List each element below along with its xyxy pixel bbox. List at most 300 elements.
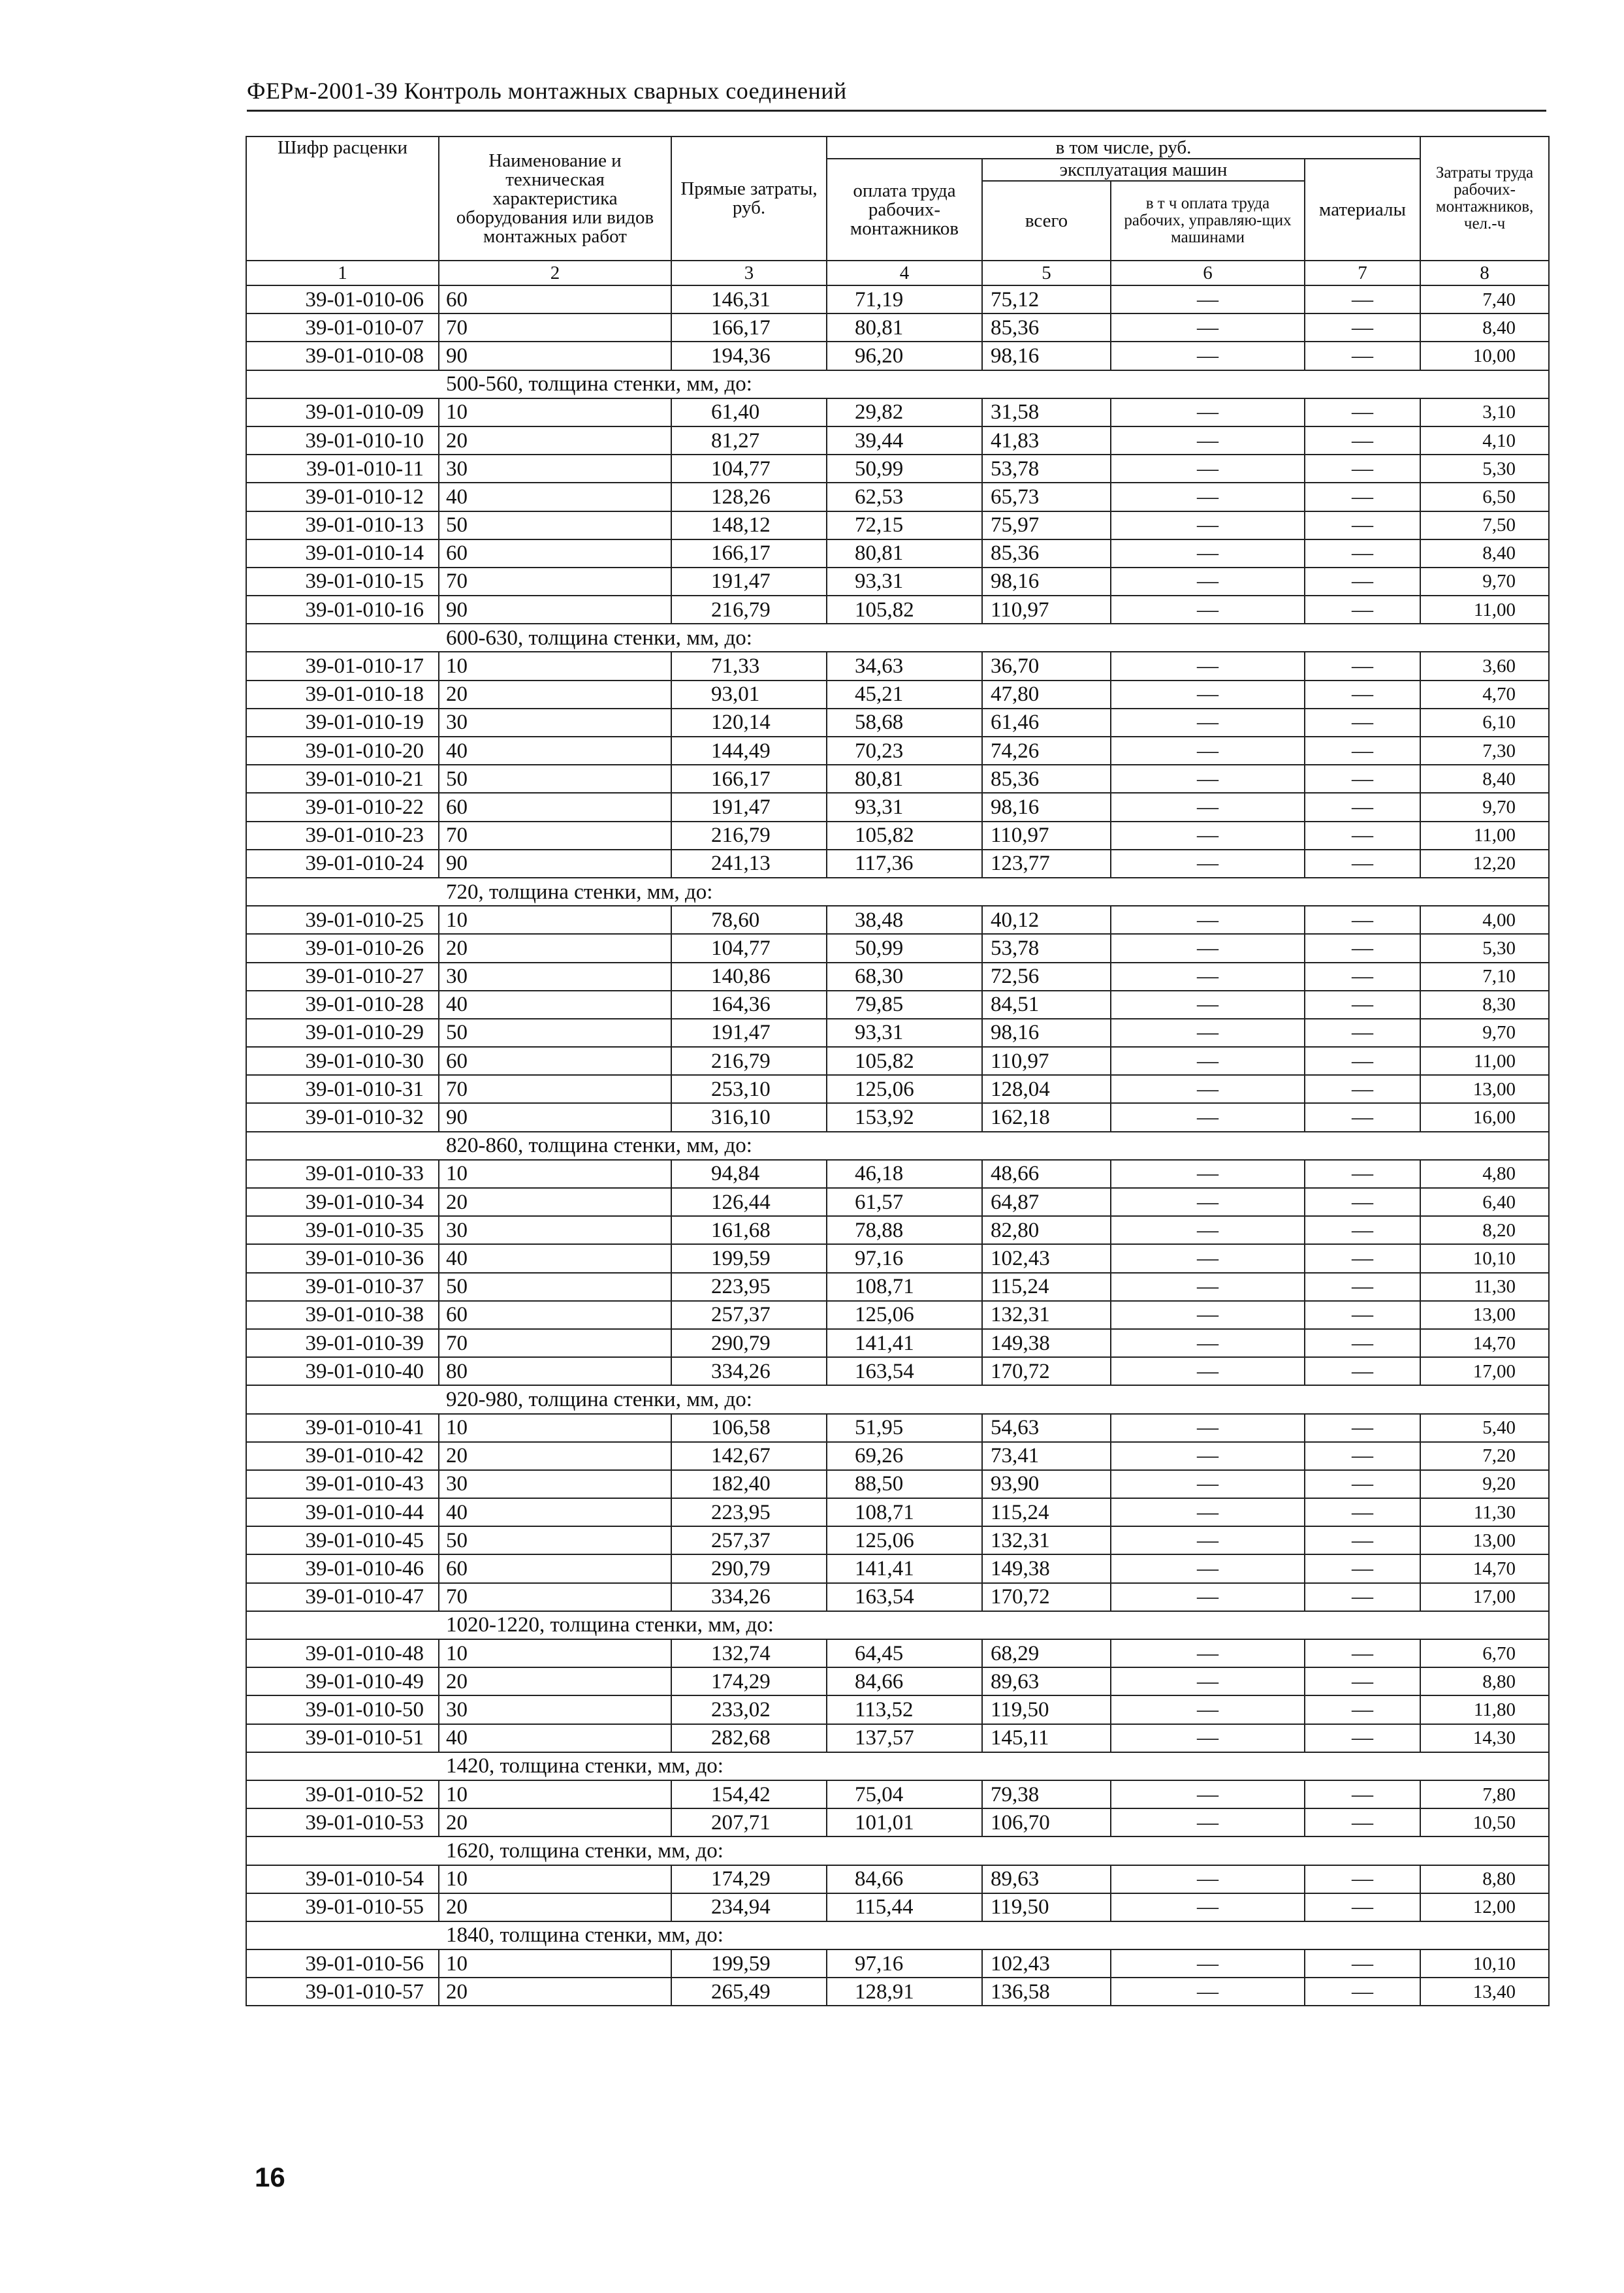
materials-value: —: [1305, 906, 1420, 934]
machines-total-value: 72,56: [982, 963, 1111, 991]
machines-total-value: 98,16: [982, 793, 1111, 821]
header-including: в том числе, руб.: [827, 136, 1420, 159]
wall-thickness: 70: [439, 1329, 671, 1357]
machines-total-value: 115,24: [982, 1273, 1111, 1301]
machines-wages-value: —: [1111, 1160, 1305, 1188]
machines-wages-value: —: [1111, 1583, 1305, 1611]
direct-costs: 161,68: [671, 1216, 827, 1244]
direct-costs: 126,44: [671, 1188, 827, 1216]
wall-thickness: 70: [439, 1583, 671, 1611]
table-row: [246, 1414, 1549, 1442]
wall-thickness: 40: [439, 483, 671, 511]
materials-value: —: [1305, 1357, 1420, 1385]
rate-code: 39-01-010-06: [246, 285, 439, 313]
wages-value: 105,82: [827, 1047, 982, 1075]
machines-wages-value: —: [1111, 652, 1305, 680]
wall-thickness: 20: [439, 1667, 671, 1695]
machines-total-value: 162,18: [982, 1103, 1111, 1131]
column-number: 2: [439, 261, 671, 285]
machines-total-value: 75,12: [982, 285, 1111, 313]
machines-total-value: 132,31: [982, 1526, 1111, 1554]
labor-value: 17,00: [1420, 1357, 1549, 1385]
section-title: 920-980, толщина стенки, мм, до:: [246, 1385, 1549, 1413]
direct-costs: 257,37: [671, 1526, 827, 1554]
header-code: Шифр расценки: [246, 136, 439, 261]
rate-code: 39-01-010-45: [246, 1526, 439, 1554]
wall-thickness: 20: [439, 426, 671, 455]
table-row: [246, 1554, 1549, 1582]
wall-thickness: 90: [439, 850, 671, 878]
direct-costs: 164,36: [671, 991, 827, 1019]
labor-value: 14,70: [1420, 1329, 1549, 1357]
machines-wages-value: —: [1111, 1329, 1305, 1357]
page-header-title: ФЕРм-2001-39 Контроль монтажных сварных соединений: [247, 77, 1546, 112]
table-row: [246, 850, 1549, 878]
wages-value: 108,71: [827, 1273, 982, 1301]
section-row: [246, 878, 1549, 906]
labor-value: 8,20: [1420, 1216, 1549, 1244]
section-row: [246, 1921, 1549, 1949]
machines-wages-value: —: [1111, 1273, 1305, 1301]
machines-wages-value: —: [1111, 1724, 1305, 1752]
wall-thickness: 30: [439, 1470, 671, 1498]
rate-code: 39-01-010-53: [246, 1808, 439, 1836]
direct-costs: 290,79: [671, 1329, 827, 1357]
machines-total-value: 79,38: [982, 1780, 1111, 1808]
header-materials: материалы: [1305, 159, 1420, 261]
wages-value: 93,31: [827, 1019, 982, 1047]
section-title: 820-860, толщина стенки, мм, до:: [246, 1132, 1549, 1160]
section-row: [246, 1385, 1549, 1413]
labor-value: 13,00: [1420, 1526, 1549, 1554]
labor-value: 13,40: [1420, 1978, 1549, 2006]
wages-value: 117,36: [827, 850, 982, 878]
machines-wages-value: —: [1111, 596, 1305, 624]
column-number: 5: [982, 261, 1111, 285]
labor-value: 5,30: [1420, 455, 1549, 483]
machines-total-value: 89,63: [982, 1667, 1111, 1695]
direct-costs: 148,12: [671, 511, 827, 539]
wages-value: 69,26: [827, 1442, 982, 1470]
labor-value: 5,40: [1420, 1414, 1549, 1442]
machines-total-value: 47,80: [982, 681, 1111, 709]
labor-value: 7,20: [1420, 1442, 1549, 1470]
machines-total-value: 136,58: [982, 1978, 1111, 2006]
wages-value: 80,81: [827, 313, 982, 342]
rates-table-container: [246, 136, 1548, 2006]
direct-costs: 265,49: [671, 1978, 827, 2006]
table-row: [246, 737, 1549, 765]
direct-costs: 78,60: [671, 906, 827, 934]
materials-value: —: [1305, 1498, 1420, 1526]
wall-thickness: 30: [439, 963, 671, 991]
machines-total-value: 53,78: [982, 455, 1111, 483]
table-row: [246, 1329, 1549, 1357]
wages-value: 50,99: [827, 455, 982, 483]
table-row: [246, 1583, 1549, 1611]
labor-value: 10,00: [1420, 342, 1549, 370]
materials-value: —: [1305, 1893, 1420, 1921]
materials-value: —: [1305, 313, 1420, 342]
wall-thickness: 20: [439, 1442, 671, 1470]
table-row: [246, 1075, 1549, 1103]
materials-value: —: [1305, 1160, 1420, 1188]
machines-wages-value: —: [1111, 765, 1305, 793]
machines-wages-value: —: [1111, 737, 1305, 765]
wages-value: 39,44: [827, 426, 982, 455]
table-row: [246, 681, 1549, 709]
direct-costs: 146,31: [671, 285, 827, 313]
materials-value: —: [1305, 1526, 1420, 1554]
wages-value: 153,92: [827, 1103, 982, 1131]
direct-costs: 132,74: [671, 1639, 827, 1667]
rate-code: 39-01-010-38: [246, 1301, 439, 1329]
wall-thickness: 90: [439, 342, 671, 370]
labor-value: 17,00: [1420, 1583, 1549, 1611]
rate-code: 39-01-010-20: [246, 737, 439, 765]
wall-thickness: 90: [439, 1103, 671, 1131]
wages-value: 68,30: [827, 963, 982, 991]
labor-value: 4,10: [1420, 426, 1549, 455]
machines-wages-value: —: [1111, 1357, 1305, 1385]
direct-costs: 207,71: [671, 1808, 827, 1836]
table-row: [246, 793, 1549, 821]
wages-value: 78,88: [827, 1216, 982, 1244]
wall-thickness: 70: [439, 822, 671, 850]
table-row: [246, 483, 1549, 511]
machines-total-value: 110,97: [982, 596, 1111, 624]
machines-total-value: 102,43: [982, 1244, 1111, 1272]
rates-table: [246, 136, 1550, 2006]
section-row: [246, 1132, 1549, 1160]
wall-thickness: 10: [439, 906, 671, 934]
table-header: [246, 136, 1549, 261]
wages-value: 29,82: [827, 398, 982, 426]
table-row: [246, 963, 1549, 991]
rate-code: 39-01-010-34: [246, 1188, 439, 1216]
table-row: [246, 511, 1549, 539]
rate-code: 39-01-010-46: [246, 1554, 439, 1582]
table-row: [246, 1978, 1549, 2006]
section-title: 1020-1220, толщина стенки, мм, до:: [246, 1611, 1549, 1639]
materials-value: —: [1305, 1442, 1420, 1470]
machines-wages-value: —: [1111, 1667, 1305, 1695]
labor-value: 13,00: [1420, 1075, 1549, 1103]
wall-thickness: 10: [439, 1639, 671, 1667]
machines-wages-value: —: [1111, 483, 1305, 511]
materials-value: —: [1305, 1949, 1420, 1978]
wall-thickness: 60: [439, 285, 671, 313]
header-direct-costs: Прямые затраты, руб.: [671, 136, 827, 261]
table-row: [246, 285, 1549, 313]
labor-value: 7,10: [1420, 963, 1549, 991]
rate-code: 39-01-010-24: [246, 850, 439, 878]
labor-value: 3,10: [1420, 398, 1549, 426]
header-machines-wages: в т ч оплата труда рабочих, управляю-щих машинами: [1111, 181, 1305, 261]
wall-thickness: 20: [439, 934, 671, 962]
direct-costs: 334,26: [671, 1357, 827, 1385]
direct-costs: 253,10: [671, 1075, 827, 1103]
wages-value: 38,48: [827, 906, 982, 934]
wall-thickness: 20: [439, 681, 671, 709]
wall-thickness: 20: [439, 1808, 671, 1836]
table-row: [246, 1808, 1549, 1836]
machines-total-value: 75,97: [982, 511, 1111, 539]
labor-value: 7,40: [1420, 285, 1549, 313]
machines-total-value: 48,66: [982, 1160, 1111, 1188]
table-row: [246, 455, 1549, 483]
wages-value: 62,53: [827, 483, 982, 511]
machines-total-value: 64,87: [982, 1188, 1111, 1216]
table-row: [246, 1780, 1549, 1808]
machines-wages-value: —: [1111, 991, 1305, 1019]
machines-wages-value: —: [1111, 313, 1305, 342]
wall-thickness: 70: [439, 568, 671, 596]
labor-value: 4,70: [1420, 681, 1549, 709]
wages-value: 80,81: [827, 765, 982, 793]
rate-code: 39-01-010-18: [246, 681, 439, 709]
wall-thickness: 30: [439, 1695, 671, 1724]
machines-total-value: 93,90: [982, 1470, 1111, 1498]
rate-code: 39-01-010-41: [246, 1414, 439, 1442]
labor-value: 10,50: [1420, 1808, 1549, 1836]
wall-thickness: 50: [439, 1273, 671, 1301]
machines-total-value: 102,43: [982, 1949, 1111, 1978]
machines-total-value: 132,31: [982, 1301, 1111, 1329]
section-row: [246, 1611, 1549, 1639]
direct-costs: 282,68: [671, 1724, 827, 1752]
rate-code: 39-01-010-16: [246, 596, 439, 624]
table-row: [246, 652, 1549, 680]
wages-value: 93,31: [827, 793, 982, 821]
labor-value: 10,10: [1420, 1244, 1549, 1272]
wall-thickness: 40: [439, 1724, 671, 1752]
machines-total-value: 110,97: [982, 1047, 1111, 1075]
column-number: 4: [827, 261, 982, 285]
table-row: [246, 1188, 1549, 1216]
wall-thickness: 60: [439, 793, 671, 821]
wages-value: 45,21: [827, 681, 982, 709]
rate-code: 39-01-010-21: [246, 765, 439, 793]
wall-thickness: 20: [439, 1978, 671, 2006]
labor-value: 8,80: [1420, 1667, 1549, 1695]
machines-wages-value: —: [1111, 1470, 1305, 1498]
wages-value: 115,44: [827, 1893, 982, 1921]
machines-wages-value: —: [1111, 1949, 1305, 1978]
machines-wages-value: —: [1111, 398, 1305, 426]
wall-thickness: 30: [439, 709, 671, 737]
table-row: [246, 1498, 1549, 1526]
machines-total-value: 149,38: [982, 1554, 1111, 1582]
machines-wages-value: —: [1111, 1244, 1305, 1272]
rate-code: 39-01-010-56: [246, 1949, 439, 1978]
machines-total-value: 74,26: [982, 737, 1111, 765]
table-row: [246, 568, 1549, 596]
direct-costs: 290,79: [671, 1554, 827, 1582]
rate-code: 39-01-010-57: [246, 1978, 439, 2006]
rate-code: 39-01-010-54: [246, 1865, 439, 1893]
wages-value: 64,45: [827, 1639, 982, 1667]
direct-costs: 174,29: [671, 1865, 827, 1893]
labor-value: 7,80: [1420, 1780, 1549, 1808]
table-row: [246, 1639, 1549, 1667]
wages-value: 101,01: [827, 1808, 982, 1836]
section-row: [246, 1836, 1549, 1865]
direct-costs: 71,33: [671, 652, 827, 680]
wages-value: 128,91: [827, 1978, 982, 2006]
wages-value: 71,19: [827, 285, 982, 313]
rate-code: 39-01-010-12: [246, 483, 439, 511]
materials-value: —: [1305, 1554, 1420, 1582]
labor-value: 12,00: [1420, 1893, 1549, 1921]
machines-wages-value: —: [1111, 1780, 1305, 1808]
materials-value: —: [1305, 1047, 1420, 1075]
materials-value: —: [1305, 850, 1420, 878]
rate-code: 39-01-010-36: [246, 1244, 439, 1272]
machines-wages-value: —: [1111, 906, 1305, 934]
machines-wages-value: —: [1111, 1808, 1305, 1836]
wall-thickness: 30: [439, 455, 671, 483]
rate-code: 39-01-010-26: [246, 934, 439, 962]
wall-thickness: 40: [439, 1244, 671, 1272]
direct-costs: 166,17: [671, 765, 827, 793]
table-row: [246, 1160, 1549, 1188]
machines-wages-value: —: [1111, 822, 1305, 850]
wages-value: 105,82: [827, 822, 982, 850]
table-row: [246, 906, 1549, 934]
direct-costs: 191,47: [671, 568, 827, 596]
column-number: 7: [1305, 261, 1420, 285]
direct-costs: 216,79: [671, 596, 827, 624]
rate-code: 39-01-010-11: [246, 455, 439, 483]
column-number: 3: [671, 261, 827, 285]
direct-costs: 106,58: [671, 1414, 827, 1442]
labor-value: 16,00: [1420, 1103, 1549, 1131]
table-row: [246, 1893, 1549, 1921]
direct-costs: 166,17: [671, 539, 827, 568]
column-number: 6: [1111, 261, 1305, 285]
wall-thickness: 10: [439, 1780, 671, 1808]
table-row: [246, 1273, 1549, 1301]
wall-thickness: 40: [439, 1498, 671, 1526]
wall-thickness: 50: [439, 1526, 671, 1554]
machines-wages-value: —: [1111, 1893, 1305, 1921]
direct-costs: 191,47: [671, 1019, 827, 1047]
machines-wages-value: —: [1111, 1414, 1305, 1442]
rate-code: 39-01-010-39: [246, 1329, 439, 1357]
materials-value: —: [1305, 1414, 1420, 1442]
wall-thickness: 90: [439, 596, 671, 624]
table-row: [246, 342, 1549, 370]
machines-total-value: 84,51: [982, 991, 1111, 1019]
materials-value: —: [1305, 539, 1420, 568]
machines-wages-value: —: [1111, 342, 1305, 370]
table-row: [246, 539, 1549, 568]
materials-value: —: [1305, 1273, 1420, 1301]
rate-code: 39-01-010-14: [246, 539, 439, 568]
materials-value: —: [1305, 709, 1420, 737]
machines-total-value: 119,50: [982, 1695, 1111, 1724]
wages-value: 34,63: [827, 652, 982, 680]
materials-value: —: [1305, 568, 1420, 596]
table-row: [246, 1442, 1549, 1470]
rate-code: 39-01-010-23: [246, 822, 439, 850]
header-wages: оплата труда рабочих-монтажников: [827, 159, 982, 261]
table-row: [246, 1019, 1549, 1047]
wages-value: 108,71: [827, 1498, 982, 1526]
wages-value: 137,57: [827, 1724, 982, 1752]
table-row: [246, 1357, 1549, 1385]
materials-value: —: [1305, 1780, 1420, 1808]
materials-value: —: [1305, 1724, 1420, 1752]
machines-wages-value: —: [1111, 455, 1305, 483]
table-row: [246, 313, 1549, 342]
machines-wages-value: —: [1111, 426, 1305, 455]
table-row: [246, 934, 1549, 962]
wages-value: 70,23: [827, 737, 982, 765]
table-row: [246, 1865, 1549, 1893]
machines-total-value: 82,80: [982, 1216, 1111, 1244]
machines-wages-value: —: [1111, 1526, 1305, 1554]
wages-value: 141,41: [827, 1329, 982, 1357]
labor-value: 6,10: [1420, 709, 1549, 737]
table-row: [246, 1724, 1549, 1752]
table-row: [246, 1695, 1549, 1724]
wall-thickness: 10: [439, 1865, 671, 1893]
machines-total-value: 85,36: [982, 539, 1111, 568]
table-row: [246, 1216, 1549, 1244]
labor-value: 9,20: [1420, 1470, 1549, 1498]
materials-value: —: [1305, 1583, 1420, 1611]
materials-value: —: [1305, 793, 1420, 821]
machines-total-value: 145,11: [982, 1724, 1111, 1752]
rate-code: 39-01-010-29: [246, 1019, 439, 1047]
direct-costs: 61,40: [671, 398, 827, 426]
table-row: [246, 1244, 1549, 1272]
direct-costs: 194,36: [671, 342, 827, 370]
wall-thickness: 40: [439, 991, 671, 1019]
machines-total-value: 149,38: [982, 1329, 1111, 1357]
rate-code: 39-01-010-37: [246, 1273, 439, 1301]
labor-value: 8,30: [1420, 991, 1549, 1019]
materials-value: —: [1305, 1075, 1420, 1103]
materials-value: —: [1305, 822, 1420, 850]
machines-total-value: 110,97: [982, 822, 1111, 850]
wages-value: 58,68: [827, 709, 982, 737]
rate-code: 39-01-010-47: [246, 1583, 439, 1611]
labor-value: 7,30: [1420, 737, 1549, 765]
labor-value: 13,00: [1420, 1301, 1549, 1329]
direct-costs: 216,79: [671, 822, 827, 850]
wall-thickness: 80: [439, 1357, 671, 1385]
rate-code: 39-01-010-09: [246, 398, 439, 426]
page-number: 16: [255, 2162, 285, 2192]
machines-wages-value: —: [1111, 850, 1305, 878]
labor-value: 6,40: [1420, 1188, 1549, 1216]
materials-value: —: [1305, 1695, 1420, 1724]
wages-value: 75,04: [827, 1780, 982, 1808]
labor-value: 9,70: [1420, 568, 1549, 596]
materials-value: —: [1305, 483, 1420, 511]
materials-value: —: [1305, 681, 1420, 709]
materials-value: —: [1305, 426, 1420, 455]
table-row: [246, 1667, 1549, 1695]
wages-value: 51,95: [827, 1414, 982, 1442]
wages-value: 46,18: [827, 1160, 982, 1188]
machines-total-value: 128,04: [982, 1075, 1111, 1103]
wall-thickness: 40: [439, 737, 671, 765]
machines-wages-value: —: [1111, 1103, 1305, 1131]
